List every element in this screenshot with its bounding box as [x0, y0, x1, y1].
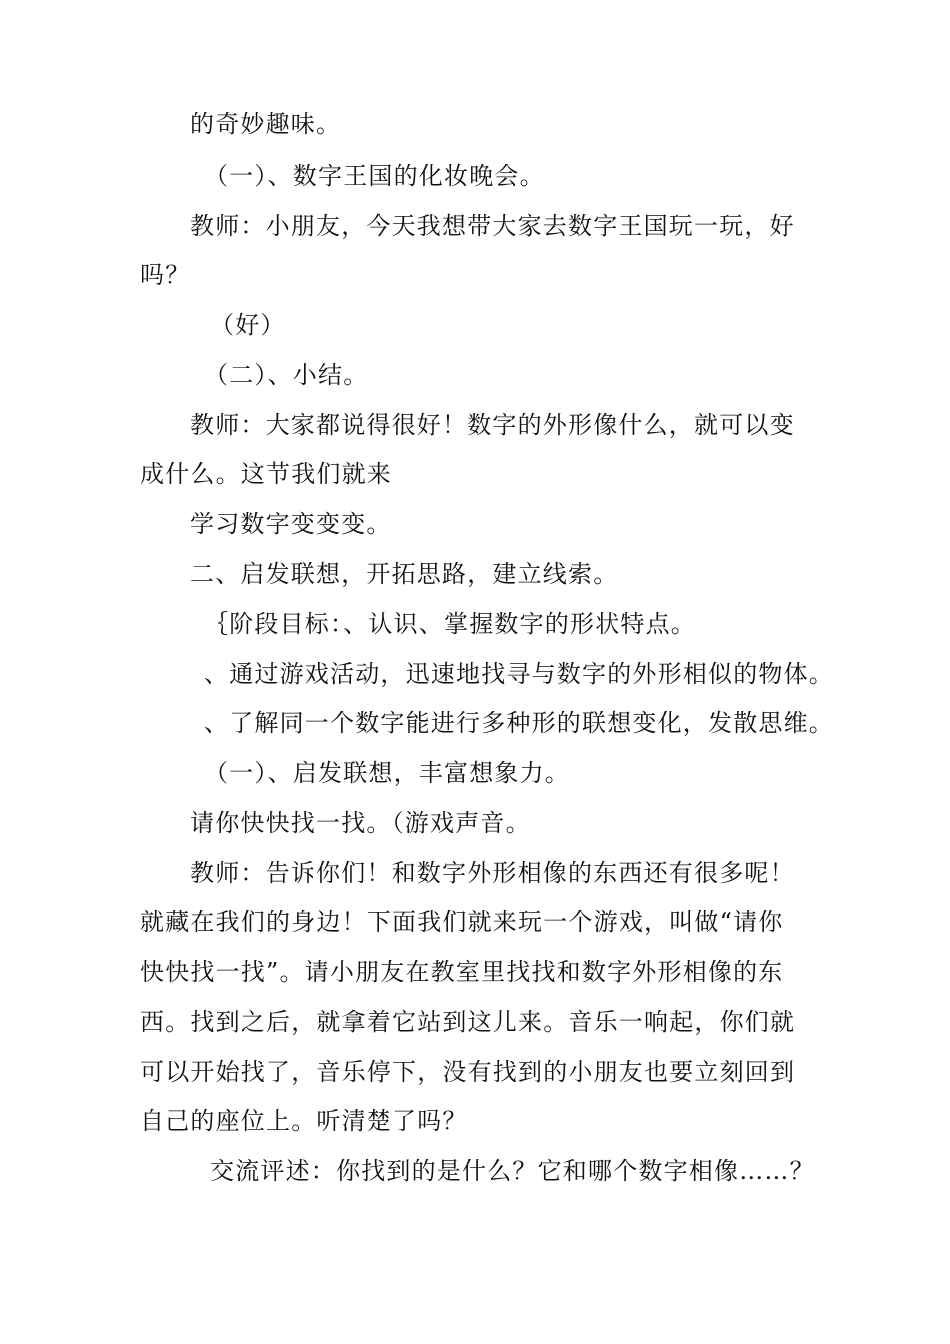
- text-line: 学习数字变变变。: [190, 510, 392, 538]
- text-line: 教师：小朋友，今天我想带大家去数字王国玩一玩，好: [190, 212, 795, 240]
- section-heading: 二、启发联想，开拓思路，建立线索。: [190, 560, 619, 588]
- text-line: 西。找到之后，就拿着它站到这儿来。音乐一响起，你们就: [140, 1008, 796, 1036]
- text-line: 、通过游戏活动，迅速地找寻与数字的外形相似的物体。: [204, 660, 834, 688]
- text-line: 快快找一找”。请小朋友在教室里找找和数字外形相像的东: [140, 958, 784, 986]
- text-line: （好）: [210, 311, 286, 339]
- section-heading: （一）、数字王国的化妆晚会。: [204, 162, 545, 190]
- section-heading: （一）、启发联想，丰富想象力。: [204, 759, 570, 787]
- text-line: 自己的座位上。听清楚了吗？: [140, 1107, 468, 1135]
- text-line: 就藏在我们的身边！下面我们就来玩一个游戏，叫做“请你: [140, 908, 784, 936]
- text-line: 可以开始找了，音乐停下，没有找到的小朋友也要立刻回到: [140, 1058, 796, 1086]
- text-line: 的奇妙趣味。: [190, 110, 342, 138]
- text-line: 交流评述：你找到的是什么？它和哪个数字相像……？: [210, 1157, 815, 1185]
- text-line: 成什么。这节我们就来: [140, 460, 392, 488]
- text-line: ｛阶段目标：、认识、掌握数字的形状特点。: [204, 610, 696, 638]
- text-line: 吗？: [140, 261, 191, 289]
- text-line: 教师：大家都说得很好！数字的外形像什么，就可以变: [190, 411, 795, 439]
- section-heading: （二）、小结。: [204, 361, 369, 389]
- text-line: 、了解同一个数字能进行多种形的联想变化，发散思维。: [204, 709, 834, 737]
- text-line: 教师：告诉你们！和数字外形相像的东西还有很多呢！: [190, 859, 795, 887]
- text-line: 请你快快找一找。（游戏声音。: [190, 809, 531, 837]
